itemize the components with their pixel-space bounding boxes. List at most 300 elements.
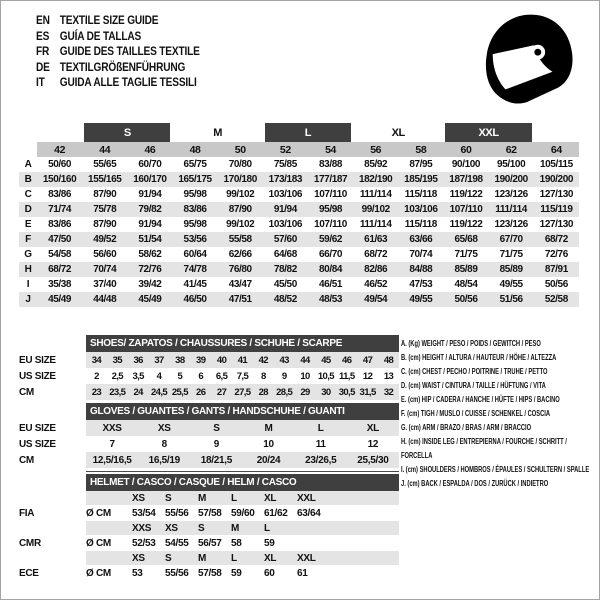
measure-value: 115/118 xyxy=(404,219,437,230)
measure-letter: A xyxy=(24,159,32,170)
row-label: US SIZE xyxy=(19,438,56,450)
label-spacer xyxy=(19,521,86,535)
measure-value: 87/90 xyxy=(93,189,117,200)
label-spacer xyxy=(19,551,86,565)
cell: 42 xyxy=(253,352,274,368)
measure-value: 91/94 xyxy=(138,189,162,200)
measure-value: 111/114 xyxy=(489,202,534,217)
cell: 57/58 xyxy=(198,567,222,579)
size-label: M xyxy=(198,551,231,565)
measure-value: 177/187 xyxy=(308,172,353,187)
cell: 55/56 xyxy=(165,567,189,579)
size-label: XXL xyxy=(297,551,330,565)
cell: 61 xyxy=(297,567,308,579)
cell: 38 xyxy=(169,352,190,368)
size-group-m: M xyxy=(172,123,262,142)
measure-value: 35/38 xyxy=(48,279,72,290)
cell: 10 xyxy=(263,438,274,450)
size-label: S xyxy=(165,491,198,505)
row-label: US SIZE xyxy=(19,370,56,382)
measure-value: 59/62 xyxy=(308,232,353,247)
measure-value: 57/60 xyxy=(263,232,308,247)
legend-item: I. (cm) SHOULDERS / HOMBROS / ÉPAULES / SCHULTERN / SPALLE xyxy=(401,465,590,474)
measure-value: 95/98 xyxy=(183,189,207,200)
helmet-logo xyxy=(478,11,578,109)
unit-spacer xyxy=(86,521,132,535)
measure-value: 107/110 xyxy=(314,219,347,230)
language-row xyxy=(36,61,200,77)
measure-value: 49/55 xyxy=(398,292,443,307)
measure-value: 190/200 xyxy=(534,172,579,187)
measure-row-g xyxy=(19,247,579,262)
measure-row-a xyxy=(19,157,579,172)
measure-value: 46/51 xyxy=(319,279,343,290)
measure-row-d xyxy=(19,202,579,217)
visor-pivot-center xyxy=(534,49,541,56)
measure-value: 60/64 xyxy=(183,249,207,260)
cell: 29 xyxy=(295,384,316,400)
measure-value: 85/89 xyxy=(489,262,534,277)
cell: 63/64 xyxy=(297,507,321,519)
cell: 58 xyxy=(231,537,242,549)
language-code: IT xyxy=(36,77,45,89)
textile-size-table xyxy=(19,123,579,307)
gloves-size-table xyxy=(19,403,399,468)
cell: 7 xyxy=(109,438,115,450)
cell: 40 xyxy=(211,352,232,368)
helmet-value-row-ece xyxy=(19,565,399,581)
measure-letter: C xyxy=(24,189,32,200)
language-title: GUIDE DES TAILLES TEXTILE xyxy=(59,46,200,58)
size-label: XXS xyxy=(132,521,165,535)
measure-value: 43/47 xyxy=(228,279,252,290)
measure-value: 87/90 xyxy=(218,202,263,217)
measure-value: 123/126 xyxy=(494,219,528,230)
legend-item: D. (cm) WAIST / CINTURA / TAILLE / HÜFTUNG / VITA xyxy=(401,381,546,390)
size-row-corner xyxy=(19,142,37,157)
cell: XS xyxy=(138,420,190,436)
size-label: M xyxy=(231,521,264,535)
language-title: GUÍA DE TALLAS xyxy=(59,30,142,43)
filler xyxy=(330,505,399,521)
language-row xyxy=(36,14,200,30)
measure-row-c xyxy=(19,187,579,202)
size-number: 50 xyxy=(218,142,263,157)
language-code: EN xyxy=(36,15,50,27)
cell: 28 xyxy=(253,384,274,400)
cell: 35 xyxy=(107,352,128,368)
size-label: XL xyxy=(264,491,297,505)
cell: 2,5 xyxy=(111,370,123,382)
row-label: EU SIZE xyxy=(19,352,86,368)
measure-value: 48/52 xyxy=(263,292,308,307)
cell: 9 xyxy=(281,370,287,382)
legend-item: H. (cm) INSIDE LEG / ENTREPIERNA / FOURCHE / SCHRITT / FORCELLA xyxy=(401,437,567,460)
size-label: XS xyxy=(132,491,165,505)
language-title: TEXTILGRÖßENFÜHRUNG xyxy=(59,61,186,74)
legend-item: J. (cm) BACK / ESPALDA / DOS / ZURÜCK / INDIETRO xyxy=(401,479,549,488)
language-title: GUIDA ALLE TAGLIE TESSILI xyxy=(59,77,197,89)
helmet-size-table xyxy=(19,474,399,581)
cell: 27,5 xyxy=(232,384,253,400)
filler xyxy=(330,535,399,551)
cell: 26 xyxy=(190,384,211,400)
cell: 25,5 xyxy=(169,384,190,400)
measure-value: 53/56 xyxy=(172,232,217,247)
cell: 61/62 xyxy=(264,507,288,519)
gloves-title: GLOVES / GUANTES / GANTS / HANDSCHUHE / GUANTI xyxy=(86,403,399,420)
measure-value: 107/110 xyxy=(443,202,488,217)
measure-value: 45/49 xyxy=(37,292,82,307)
filler xyxy=(330,551,399,565)
legend-item: G. (cm) ARM / BRAZO / BRAS / ARM / BRACCIO xyxy=(401,423,532,432)
measure-value: 68/72 xyxy=(364,249,388,260)
cell: 39 xyxy=(190,352,211,368)
cell: 16,5/19 xyxy=(138,452,190,468)
legend-item: A. (Kg) WEIGHT / PESO / POIDS / GEWITCH / PESO xyxy=(401,339,541,348)
measure-value: 64/68 xyxy=(273,249,297,260)
measure-row-e xyxy=(19,217,579,232)
measure-value: 56/60 xyxy=(93,249,117,260)
measure-value: 58/62 xyxy=(138,249,162,260)
measure-value: 70/74 xyxy=(82,262,127,277)
gloves-row xyxy=(19,420,399,436)
size-label: S xyxy=(198,521,231,535)
measure-value: 75/85 xyxy=(273,159,297,170)
measure-value: 105/115 xyxy=(539,159,573,170)
label-spacer xyxy=(19,491,86,505)
measure-value: 47/50 xyxy=(37,232,82,247)
measure-value: 160/170 xyxy=(127,172,172,187)
cell: 30 xyxy=(315,384,336,400)
size-number: 48 xyxy=(172,142,217,157)
language-code: ES xyxy=(36,30,50,43)
measure-value: 44/48 xyxy=(82,292,127,307)
size-number: 58 xyxy=(398,142,443,157)
cell: 23,5 xyxy=(107,384,128,400)
measure-letter: I xyxy=(26,279,30,290)
cell: 46 xyxy=(336,352,357,368)
cell: 27 xyxy=(211,384,232,400)
measure-value: 71/75 xyxy=(454,249,478,260)
size-label: XS xyxy=(165,521,198,535)
measure-value: 75/78 xyxy=(82,202,127,217)
row-label: EU SIZE xyxy=(19,420,86,436)
measure-value: 119/122 xyxy=(449,219,483,230)
cell: 9 xyxy=(213,438,220,450)
measure-row-i xyxy=(19,277,579,292)
helmet-size-row xyxy=(19,551,399,565)
measure-value: 127/130 xyxy=(539,189,574,200)
measure-row-h xyxy=(19,262,579,277)
measure-value: 85/92 xyxy=(364,159,388,170)
measure-value: 173/183 xyxy=(263,172,308,187)
shoes-title-row xyxy=(19,335,399,352)
measure-value: 76/80 xyxy=(218,262,263,277)
measure-value: 71/74 xyxy=(37,202,82,217)
cell: M xyxy=(242,420,294,436)
measure-value: 85/89 xyxy=(443,262,488,277)
measure-value: 72/76 xyxy=(544,249,568,260)
measure-value: 47/51 xyxy=(218,292,263,307)
cell: 34 xyxy=(86,352,107,368)
measure-value: 45/50 xyxy=(273,279,297,290)
group-spacer xyxy=(534,123,579,142)
cell: 56/57 xyxy=(198,537,222,549)
cell: 59 xyxy=(264,537,275,549)
measure-value: 90/100 xyxy=(451,159,481,170)
cell: 59 xyxy=(231,567,242,579)
measure-letter: F xyxy=(19,232,37,247)
size-number: 44 xyxy=(82,142,127,157)
cell: 20/24 xyxy=(242,452,294,468)
size-group-l: L xyxy=(263,123,353,142)
size-number: 56 xyxy=(353,142,398,157)
measure-value: 119/122 xyxy=(449,189,483,200)
cell: 12 xyxy=(362,370,373,382)
size-label: L xyxy=(231,551,264,565)
measurement-legend xyxy=(401,337,595,491)
measure-value: 71/75 xyxy=(499,249,523,260)
shoes-size-table xyxy=(19,335,399,400)
measure-value: 74/78 xyxy=(172,262,217,277)
cell: 23/26,5 xyxy=(295,452,347,468)
cell: 8 xyxy=(260,370,266,382)
measure-value: 49/52 xyxy=(82,232,127,247)
cell: 18/21,5 xyxy=(190,452,242,468)
measure-value: 82/86 xyxy=(353,262,398,277)
cell: 28,5 xyxy=(274,384,295,400)
language-row xyxy=(36,76,200,92)
cell: 32 xyxy=(378,384,399,400)
measure-value: 91/94 xyxy=(138,219,162,230)
cell: 6,5 xyxy=(215,370,228,382)
cell: 30,5 xyxy=(336,384,357,400)
measure-value: 99/102 xyxy=(226,219,255,230)
measure-value: 65/75 xyxy=(183,159,207,170)
size-label xyxy=(297,521,330,535)
measure-value: 111/114 xyxy=(359,219,392,230)
legend-item: E. (cm) HIP / CADERA / HANCHE / HÜFTE / HIPS / BACINO xyxy=(401,395,560,404)
measure-value: 79/82 xyxy=(127,202,172,217)
measure-value: 66/70 xyxy=(319,249,343,260)
measure-letter: G xyxy=(24,249,32,260)
measure-value: 50/60 xyxy=(48,159,72,170)
size-number: 42 xyxy=(37,142,82,157)
size-number: 64 xyxy=(534,142,579,157)
size-label: L xyxy=(264,521,297,535)
corner-spacer xyxy=(19,123,37,142)
measure-row-b xyxy=(19,172,579,187)
measure-value: 52/58 xyxy=(534,292,579,307)
measure-value: 187/198 xyxy=(443,172,488,187)
cell: 54/55 xyxy=(165,537,189,549)
label-spacer xyxy=(19,474,86,491)
size-group-xl: XL xyxy=(353,123,443,142)
measure-value: 41/45 xyxy=(183,279,207,290)
measure-value: 185/195 xyxy=(398,172,443,187)
filler xyxy=(330,521,399,535)
measure-value: 155/165 xyxy=(82,172,127,187)
measure-value: 50/56 xyxy=(544,279,568,290)
measure-row-f xyxy=(19,232,579,247)
unit-label: Ø CM xyxy=(86,537,111,549)
measure-value: 68/72 xyxy=(37,262,82,277)
size-number-row xyxy=(19,142,579,157)
helmet-size-row xyxy=(19,521,399,535)
measure-value: 70/74 xyxy=(409,249,433,260)
cell: 5 xyxy=(177,370,183,382)
shoes-row xyxy=(19,352,399,368)
cell: 11,5 xyxy=(338,370,355,382)
measure-letter: B xyxy=(19,172,37,187)
legend-item: C. (cm) CHEST / PECHO / POITRINE / TRUHE / PETTO xyxy=(401,367,548,376)
measure-value: 68/72 xyxy=(534,232,579,247)
helmet-icon xyxy=(478,11,578,109)
measure-value: 47/53 xyxy=(409,279,433,290)
size-group-s: S xyxy=(82,123,172,142)
gloves-row xyxy=(19,452,399,468)
language-title: TEXTILE SIZE GUIDE xyxy=(59,15,159,27)
size-label: L xyxy=(231,491,264,505)
size-number: 60 xyxy=(443,142,488,157)
section-divider xyxy=(86,471,399,472)
measure-value: 63/66 xyxy=(398,232,443,247)
cell: 47 xyxy=(357,352,378,368)
measure-value: 111/114 xyxy=(359,189,392,200)
row-label: CM xyxy=(19,452,86,468)
cell: 45 xyxy=(315,352,336,368)
measure-value: 182/190 xyxy=(353,172,398,187)
cell: XL xyxy=(347,420,399,436)
measure-value: 84/88 xyxy=(398,262,443,277)
cell: 57/58 xyxy=(198,507,222,519)
cell xyxy=(297,535,330,551)
measure-value: 54/58 xyxy=(48,249,72,260)
measure-value: 190/200 xyxy=(489,172,534,187)
measure-letter: E xyxy=(24,219,32,230)
size-label: XL xyxy=(264,551,297,565)
size-number: 52 xyxy=(263,142,308,157)
cell: 24,5 xyxy=(149,384,170,400)
measure-value: 46/52 xyxy=(364,279,388,290)
helmet-value-row-cmr xyxy=(19,535,399,551)
measure-value: 48/53 xyxy=(308,292,353,307)
standard-label: FIA xyxy=(19,507,35,519)
measure-value: 72/76 xyxy=(127,262,172,277)
measure-value: 51/56 xyxy=(489,292,534,307)
measure-value: 55/65 xyxy=(93,159,117,170)
helmet-value-row-fia xyxy=(19,505,399,521)
language-code: FR xyxy=(36,46,50,58)
measure-value: 115/118 xyxy=(404,189,437,200)
cell: 60 xyxy=(264,567,275,579)
cell: 8 xyxy=(161,438,167,450)
measure-value: 99/102 xyxy=(353,202,398,217)
measure-value: 49/55 xyxy=(499,279,523,290)
size-label: S xyxy=(165,551,198,565)
cell: 43 xyxy=(274,352,295,368)
unit-spacer xyxy=(86,491,132,505)
measure-value: 83/86 xyxy=(172,202,217,217)
cell: 4 xyxy=(156,370,162,382)
gloves-row xyxy=(19,436,399,452)
measure-value: 46/50 xyxy=(172,292,217,307)
cell: 44 xyxy=(295,352,316,368)
cell: 6 xyxy=(198,370,204,382)
cell: 12 xyxy=(367,438,379,450)
measure-value: 83/88 xyxy=(319,159,343,170)
unit-label: Ø CM xyxy=(86,507,111,519)
measure-value: 45/49 xyxy=(127,292,172,307)
cell: 41 xyxy=(232,352,253,368)
measure-value: 99/102 xyxy=(226,189,255,200)
cell: 37 xyxy=(149,352,170,368)
cell: 12,5/16,5 xyxy=(86,452,138,468)
measure-value: 80/84 xyxy=(308,262,353,277)
measure-value: 91/94 xyxy=(263,202,308,217)
cell: 52/53 xyxy=(132,537,156,549)
cell: 53/54 xyxy=(132,507,156,519)
cell: 11 xyxy=(315,438,326,450)
measure-letter: H xyxy=(19,262,37,277)
gloves-title-row xyxy=(19,403,399,420)
unit-label: Ø CM xyxy=(86,567,111,579)
measure-letter: D xyxy=(19,202,37,217)
language-row xyxy=(36,30,200,46)
cell: 55/56 xyxy=(165,507,189,519)
measure-value: 67/70 xyxy=(489,232,534,247)
measure-value: 103/106 xyxy=(398,202,443,217)
shoes-title: SHOES/ ZAPATOS / CHAUSSURES / SCHUHE / SCARPE xyxy=(86,335,399,352)
measure-value: 95/98 xyxy=(183,219,207,230)
size-number: 62 xyxy=(489,142,534,157)
cell: 3,5 xyxy=(132,370,144,382)
filler xyxy=(330,565,399,581)
measure-value: 50/56 xyxy=(443,292,488,307)
measure-value: 115/119 xyxy=(534,202,579,217)
measure-value: 60/70 xyxy=(138,159,162,170)
measure-value: 95/100 xyxy=(497,159,526,170)
shoes-row xyxy=(19,368,399,384)
cell: 48 xyxy=(378,352,399,368)
label-spacer xyxy=(19,335,86,352)
cell: 10 xyxy=(300,370,310,382)
measure-value: 65/68 xyxy=(443,232,488,247)
measure-value: 170/180 xyxy=(218,172,263,187)
standard-label: ECE xyxy=(19,567,39,579)
size-label: M xyxy=(198,491,231,505)
measure-value: 70/80 xyxy=(228,159,252,170)
cell: 53 xyxy=(132,567,143,579)
size-label: XS xyxy=(132,551,165,565)
legend-item: B. (cm) HEIGHT / ALTURA / HAUTEUR / HÖHE / ALTEZZA xyxy=(401,353,557,362)
measure-value: 95/98 xyxy=(308,202,353,217)
helmet-title: HELMET / CASCO / CASQUE / HELM / CASCO xyxy=(86,474,399,491)
measure-value: 87/95 xyxy=(409,159,433,170)
size-number: 46 xyxy=(127,142,172,157)
measure-value: 127/130 xyxy=(539,219,574,230)
measure-value: 87/91 xyxy=(534,262,579,277)
filler xyxy=(330,491,399,505)
measure-value: 87/90 xyxy=(93,219,117,230)
measure-value: 61/63 xyxy=(353,232,398,247)
cell: 31,5 xyxy=(357,384,378,400)
measure-value: 103/106 xyxy=(268,189,303,200)
legend-item: F. (cm) TIGH / MUSLO / CUISSE / SCHENKEL / COSCIA xyxy=(401,409,551,418)
measure-value: 39/42 xyxy=(138,279,162,290)
unit-spacer xyxy=(86,551,132,565)
